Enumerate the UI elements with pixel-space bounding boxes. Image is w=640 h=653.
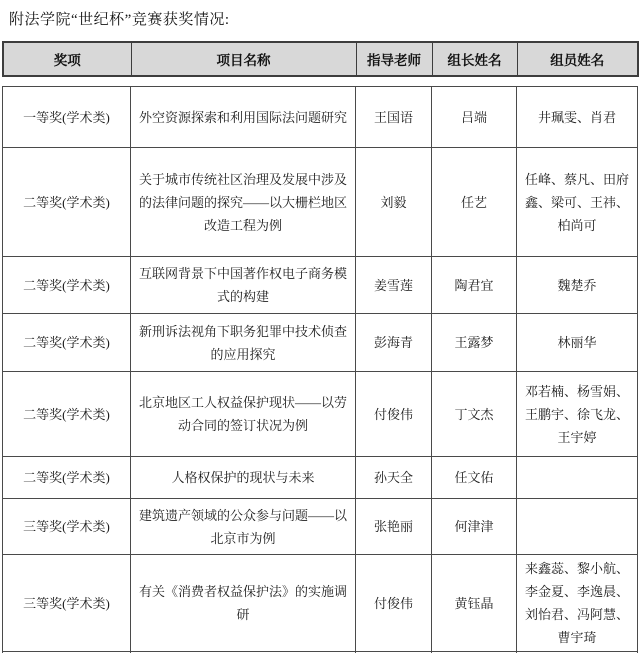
leader-cell: 任文佑 (432, 457, 517, 499)
column-header-advisor: 指导老师 (356, 42, 432, 76)
advisor-cell: 张艳丽 (356, 499, 432, 555)
project-cell: 外空资源探索和利用国际法问题研究 (131, 87, 356, 148)
project-cell: 人格权保护的现状与未来 (131, 457, 356, 499)
members-cell: 任峰、蔡凡、田府鑫、梁可、王祎、柏尚可 (517, 148, 638, 257)
table-row (3, 87, 638, 148)
project-cell: 关于城市传统社区治理及发展中涉及的法律问题的探究——以大栅栏地区改造工程为例 (131, 148, 356, 257)
awards-table-body (2, 86, 638, 653)
award-cell: 二等奖(学术类) (3, 457, 131, 499)
members-cell: 林丽华 (517, 314, 638, 372)
leader-cell: 陶君宜 (432, 257, 517, 314)
members-cell (517, 457, 638, 499)
leader-cell: 黄钰晶 (432, 555, 517, 652)
award-cell: 二等奖(学术类) (3, 372, 131, 457)
leader-cell: 何津津 (432, 499, 517, 555)
project-cell: 有关《消费者权益保护法》的实施调研 (131, 555, 356, 652)
advisor-cell: 孙天全 (356, 457, 432, 499)
advisor-cell: 刘毅 (356, 148, 432, 257)
award-cell: 三等奖(学术类) (3, 555, 131, 652)
column-header-project: 项目名称 (131, 42, 356, 76)
leader-cell: 吕端 (432, 87, 517, 148)
advisor-cell: 付俊伟 (356, 555, 432, 652)
leader-cell: 任艺 (432, 148, 517, 257)
advisor-cell: 彭海青 (356, 314, 432, 372)
column-header-leader: 组长姓名 (432, 42, 517, 76)
project-cell: 北京地区工人权益保护现状——以劳动合同的签订状况为例 (131, 372, 356, 457)
award-cell: 二等奖(学术类) (3, 257, 131, 314)
table-row (3, 314, 638, 372)
members-cell (517, 499, 638, 555)
table-row (3, 372, 638, 457)
award-cell: 二等奖(学术类) (3, 314, 131, 372)
project-cell: 互联网背景下中国著作权电子商务模式的构建 (131, 257, 356, 314)
table-row (3, 257, 638, 314)
project-cell: 新刑诉法视角下职务犯罪中技术侦查的应用探究 (131, 314, 356, 372)
table-row (3, 499, 638, 555)
table-row (3, 457, 638, 499)
column-header-award: 奖项 (3, 42, 131, 76)
advisor-cell: 王国语 (356, 87, 432, 148)
table-row (3, 555, 638, 652)
leader-cell: 丁文杰 (432, 372, 517, 457)
header-row (3, 42, 638, 76)
award-cell: 三等奖(学术类) (3, 499, 131, 555)
members-cell: 邓若楠、杨雪娟、王鹏宇、徐飞龙、王宇婷 (517, 372, 638, 457)
awards-table-header (2, 41, 639, 77)
advisor-cell: 付俊伟 (356, 372, 432, 457)
award-cell: 二等奖(学术类) (3, 148, 131, 257)
table-row (3, 148, 638, 257)
column-header-members: 组员姓名 (517, 42, 638, 76)
award-cell: 一等奖(学术类) (3, 87, 131, 148)
project-cell: 建筑遗产领域的公众参与问题——以北京市为例 (131, 499, 356, 555)
members-cell: 井珮雯、肖君 (517, 87, 638, 148)
members-cell: 来鑫蕊、黎小航、李金夏、李逸晨、刘怡君、冯阿慧、曹宇琦 (517, 555, 638, 652)
leader-cell: 王露梦 (432, 314, 517, 372)
advisor-cell: 姜雪莲 (356, 257, 432, 314)
page-title: 附法学院“世纪杯”竞赛获奖情况: (9, 12, 230, 28)
members-cell: 魏楚乔 (517, 257, 638, 314)
